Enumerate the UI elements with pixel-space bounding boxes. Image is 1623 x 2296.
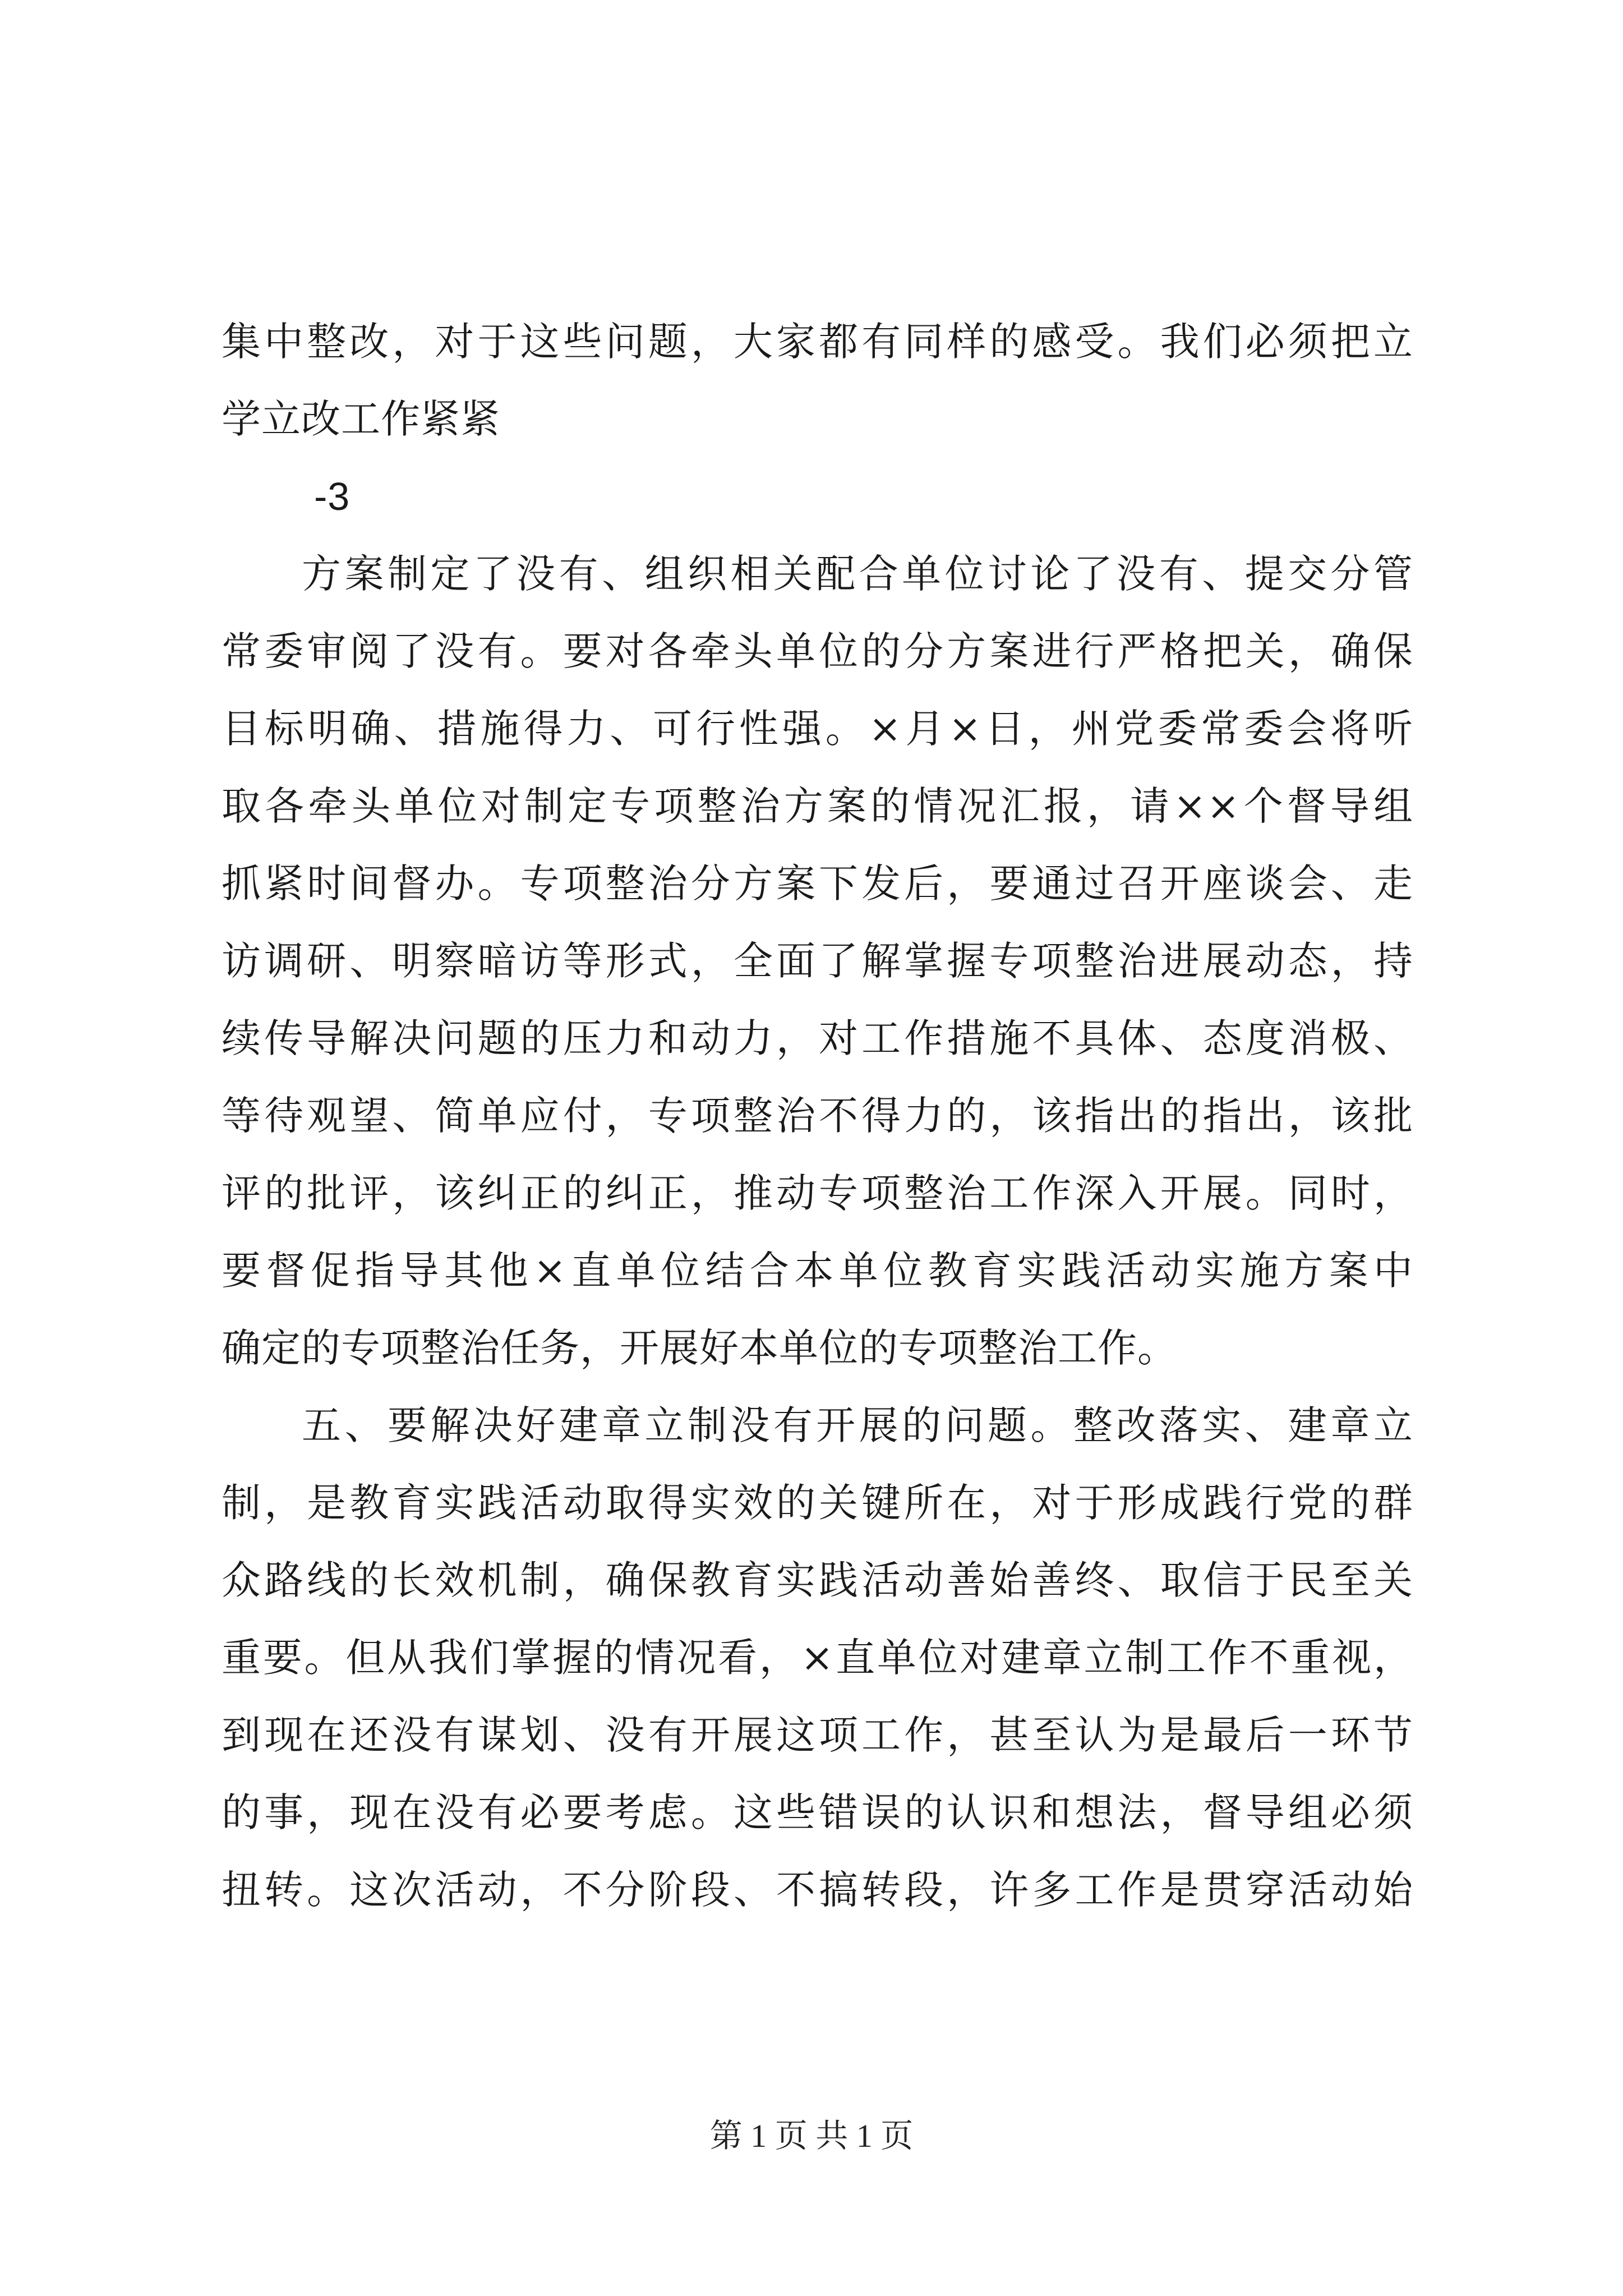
text-line: 到现在还没有谋划、没有开展这项工作，甚至认为是最后一环节 — [222, 1712, 1413, 1758]
text-line: 常委审阅了没有。要对各牵头单位的分方案进行严格把关，确保 — [222, 628, 1413, 674]
text-line: 评的批评，该纠正的纠正，推动专项整治工作深入开展。同时， — [222, 1170, 1413, 1216]
text-line: 众路线的长效机制，确保教育实践活动善始善终、取信于民至关 — [222, 1557, 1413, 1603]
text-line: 抓紧时间督办。专项整治分方案下发后，要通过召开座谈会、走 — [222, 861, 1413, 907]
text-line: 目标明确、措施得力、可行性强。×月×日，州党委常委会将听 — [222, 706, 1413, 752]
text-line: 访调研、明察暗访等形式，全面了解掌握专项整治进展动态，持 — [222, 938, 1413, 984]
document-body — [222, 303, 1413, 1929]
text-line: 要督促指导其他×直单位结合本单位教育实践活动实施方案中 — [222, 1248, 1413, 1294]
text-line: 方案制定了没有、组织相关配合单位讨论了没有、提交分管 — [302, 551, 1413, 597]
page-marker: -3 — [314, 475, 351, 518]
text-line: 续传导解决问题的压力和动力，对工作措施不具体、态度消极、 — [222, 1015, 1413, 1061]
text-line: 的事，现在没有必要考虑。这些错误的认识和想法，督导组必须 — [222, 1789, 1413, 1835]
text-line: 学立改工作紧紧 — [222, 396, 500, 442]
text-line: 制，是教育实践活动取得实效的关键所在，对于形成践行党的群 — [222, 1480, 1413, 1526]
page-footer: 第 1 页 共 1 页 — [709, 2118, 914, 2154]
text-line: 集中整改，对于这些问题，大家都有同样的感受。我们必须把立 — [222, 319, 1413, 365]
text-line: 五、要解决好建章立制没有开展的问题。整改落实、建章立 — [302, 1402, 1413, 1448]
text-line: 扭转。这次活动，不分阶段、不搞转段，许多工作是贯穿活动始 — [222, 1867, 1413, 1913]
text-line: 等待观望、简单应付，专项整治不得力的，该指出的指出，该批 — [222, 1093, 1413, 1139]
text-line: 取各牵头单位对制定专项整治方案的情况汇报，请××个督导组 — [222, 783, 1413, 829]
text-line: 确定的专项整治任务，开展好本单位的专项整治工作。 — [222, 1325, 1177, 1371]
text-line: 重要。但从我们掌握的情况看，×直单位对建章立制工作不重视， — [222, 1635, 1413, 1681]
